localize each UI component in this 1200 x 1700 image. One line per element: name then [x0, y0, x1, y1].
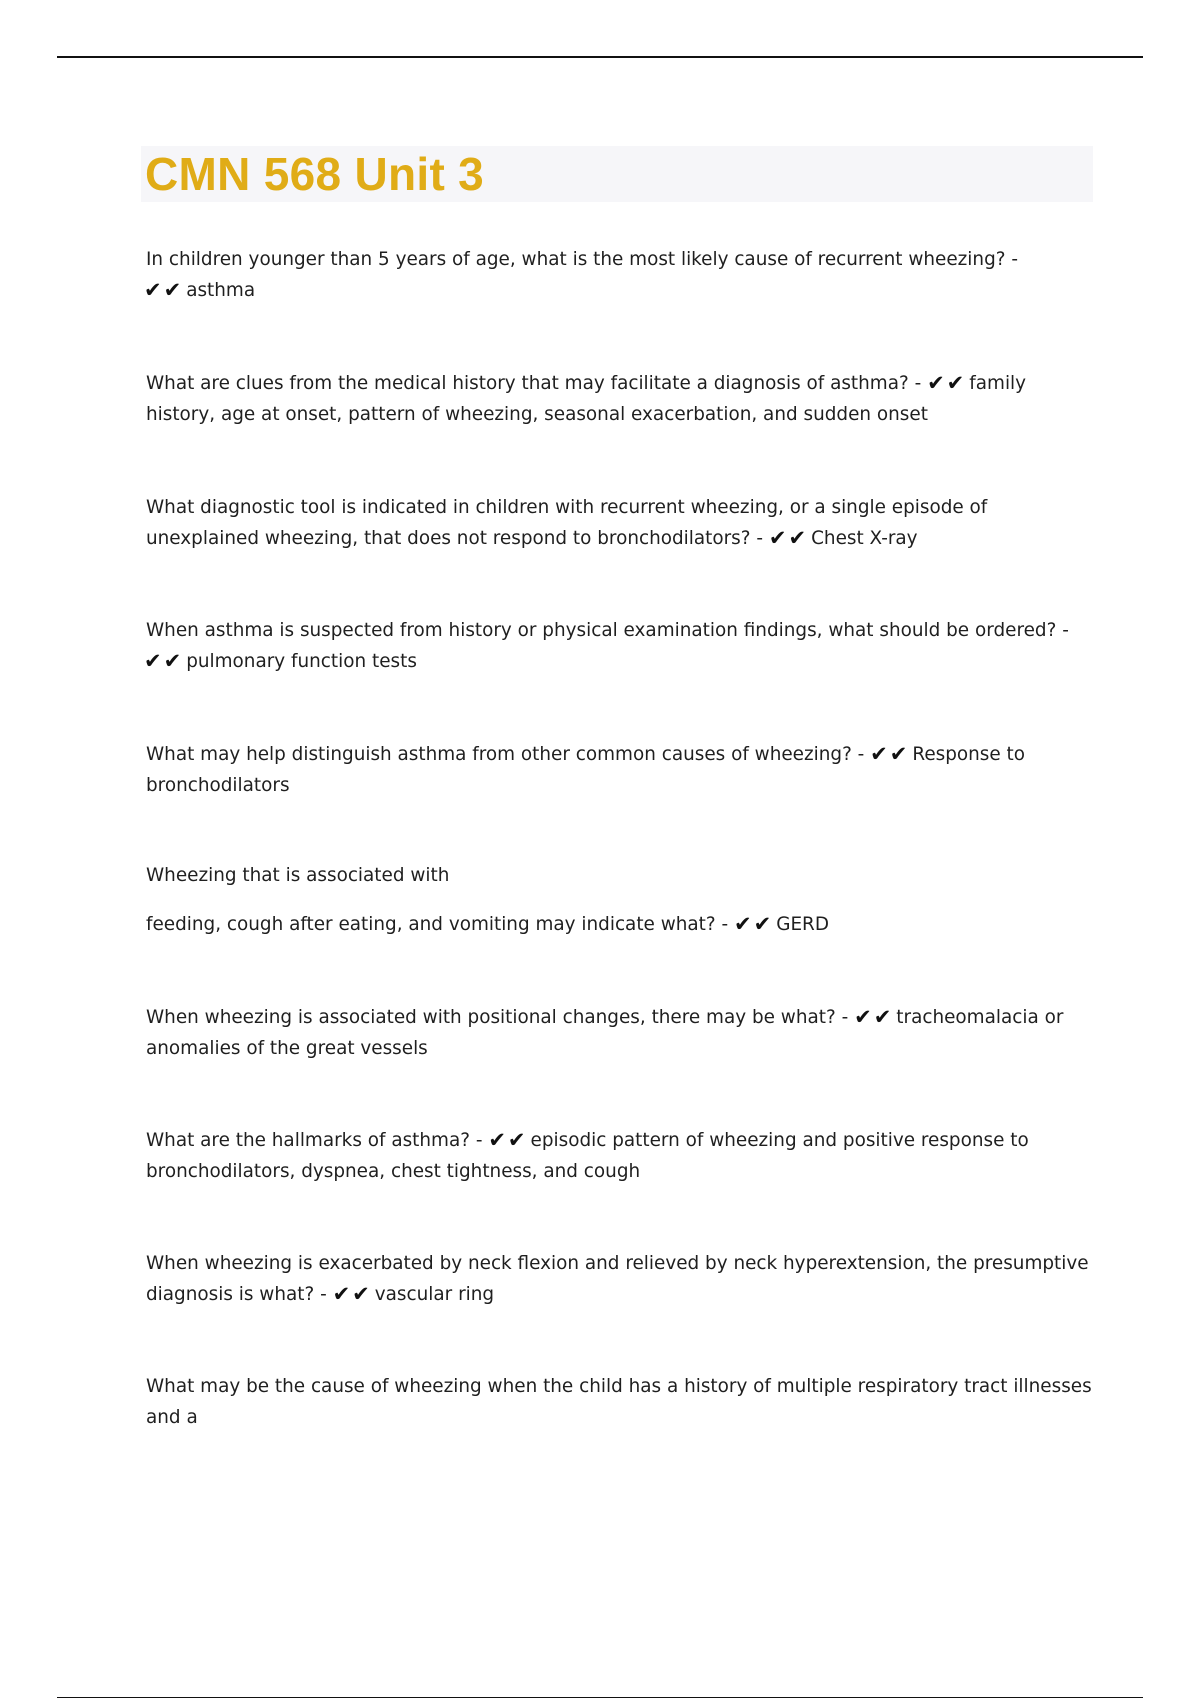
double-check-icon: ✔✔ — [927, 371, 967, 395]
document-title: CMN 568 Unit 3 — [145, 148, 485, 200]
question-text: What are clues from the medical history that may facilitate a diagnosis of asthma? - — [146, 373, 922, 394]
double-check-icon: ✔✔ — [332, 1282, 372, 1306]
answer-text: Chest X-ray — [811, 528, 918, 549]
double-check-icon: ✔✔ — [144, 649, 184, 673]
qa-item-10 — [146, 1371, 1096, 1433]
qa-item-4 — [146, 615, 1096, 677]
qa-item-8 — [146, 1125, 1096, 1187]
question-text: When wheezing is exacerbated by neck flexion and relieved by neck hyperextension, the presumptive diagnosis is what? - — [146, 1253, 1089, 1305]
bottom-rule — [57, 1697, 1143, 1698]
question-text: Wheezing that is associated with — [146, 865, 450, 886]
qa-item-2 — [146, 368, 1096, 430]
question-text: What are the hallmarks of asthma? - — [146, 1130, 483, 1151]
question-text: In children younger than 5 years of age, what is the most likely cause of recurrent wheezing? - — [146, 249, 1018, 270]
answer-text: family history, age at onset, pattern of wheezing, seasonal exacerbation, and sudden onset — [146, 373, 1027, 425]
question-text: What may be the cause of wheezing when the child has a history of multiple respiratory tract illnesses and a — [146, 1376, 1092, 1428]
qa-item-3 — [146, 492, 1096, 554]
top-rule — [57, 56, 1143, 58]
double-check-icon: ✔✔ — [768, 526, 809, 550]
answer-text: pulmonary function tests — [186, 651, 417, 672]
question-text: When asthma is suspected from history or physical examination findings, what should be ordered? - — [146, 620, 1069, 641]
double-check-icon: ✔✔ — [733, 912, 774, 936]
answer-text: episodic pattern of wheezing and positive response to bronchodilators, dyspnea, chest tightness, and cough — [146, 1130, 1029, 1182]
answer-text: vascular ring — [374, 1284, 495, 1305]
answer-text: Response to bronchodilators — [146, 744, 1026, 796]
qa-item-6 — [146, 860, 1096, 940]
question-text: What diagnostic tool is indicated in children with recurrent wheezing, or a single episode of unexplained wheezing, that does not respond to bronchodilators? - — [146, 497, 988, 549]
qa-item-1 — [146, 244, 1096, 306]
answer-text: asthma — [186, 280, 256, 301]
double-check-icon: ✔✔ — [488, 1128, 528, 1152]
answer-text: GERD — [776, 914, 829, 935]
qa-item-7 — [146, 1002, 1096, 1064]
qa-item-5 — [146, 739, 1096, 801]
qa-item-9 — [146, 1248, 1096, 1310]
double-check-icon: ✔✔ — [144, 278, 184, 302]
question-text: What may help distinguish asthma from other common causes of wheezing? - — [146, 744, 865, 765]
answer-text: tracheomalacia or anomalies of the great vessels — [146, 1007, 1064, 1059]
double-check-icon: ✔✔ — [870, 742, 910, 766]
question-text: When wheezing is associated with positional changes, there may be what? - — [146, 1007, 849, 1028]
double-check-icon: ✔✔ — [854, 1005, 894, 1029]
question-text: feeding, cough after eating, and vomiting may indicate what? - — [146, 914, 729, 935]
